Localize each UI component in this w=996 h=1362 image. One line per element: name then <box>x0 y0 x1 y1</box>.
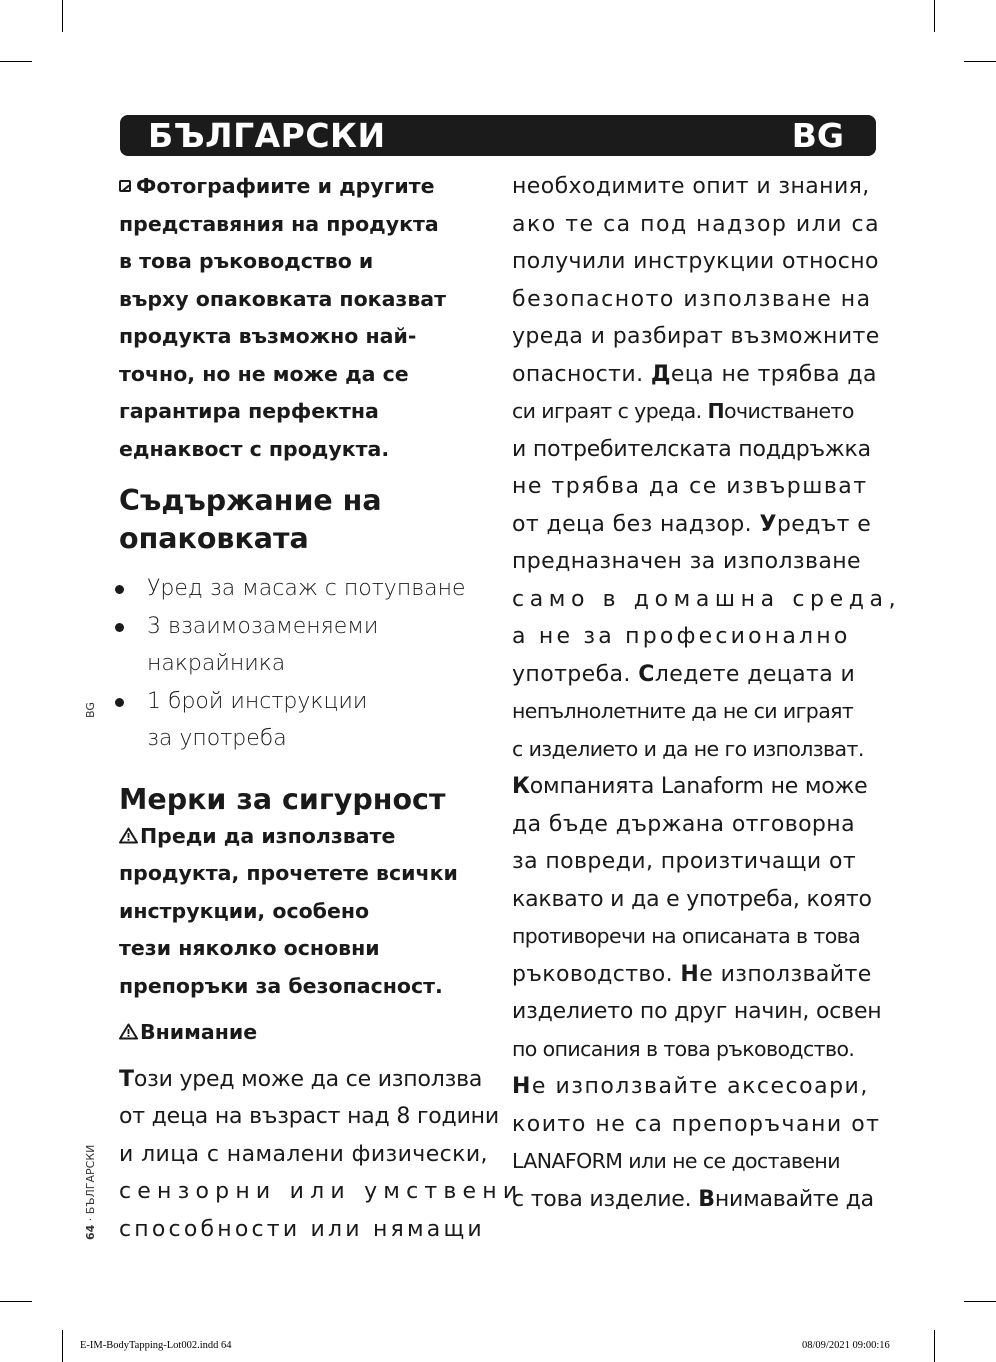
side-language-tab: BG <box>84 702 97 718</box>
page-number: 64 <box>84 1224 97 1240</box>
list-item: Уред за масаж с потупване <box>119 570 494 608</box>
crop-mark <box>62 0 63 32</box>
warning-heading: Внимание <box>119 1014 494 1052</box>
language-code: BG <box>791 116 844 155</box>
language-title: БЪЛГАРСКИ <box>148 116 386 155</box>
language-header-bar <box>120 115 876 156</box>
crop-mark <box>0 61 32 62</box>
bullet-icon <box>115 623 124 632</box>
bullet-icon <box>115 585 124 594</box>
list-item: 1 брой инструкции за употреба <box>119 683 494 758</box>
list-item: 3 взаимозаменяеми накрайника <box>119 608 494 683</box>
left-column <box>119 167 524 1248</box>
crop-mark <box>934 1330 935 1362</box>
side-footer-language: БЪЛГАРСКИ <box>84 1144 97 1215</box>
warning-text-right: необходимите опит и знания, ако те са под надзор или са получили инструкции относно безопасното използване на уреда и разбират възможните опасности. Деца не трябва да си играят с уреда. Почистването и потребителската поддръжка не трябва да се извършват от деца без надзор. Уредът е предназначен за използване само в домашна среда, а не за професионално употреба. Следете децата и непълнолетните да не си играят с изделието и да не го използват. Компанията Lanaform не може да бъде държана отговорна за повреди, произтичащи от каквато и да е употреба, която противоречи на описаната в това ръководство. Не използвайте изделието по друг начин, освен по описания в това ръководство. Не използвайте аксесоари, които не са препоръчани от LANAFORM или не се доставени с това изделие. Внимавайте да <box>512 174 902 1212</box>
crop-mark <box>964 1301 996 1302</box>
crop-mark <box>0 1301 32 1302</box>
crop-mark <box>964 61 996 62</box>
right-column <box>512 167 902 1218</box>
side-page-footer: 64 · БЪЛГАРСКИ <box>84 1144 97 1240</box>
crop-mark <box>62 1330 63 1362</box>
safety-title: Мерки за сигурност <box>119 782 446 816</box>
safety-intro: Преди да използвате продукта, прочетете всички инструкции, особено тези няколко основни препоръки за безопасност. <box>119 823 458 998</box>
image-icon <box>119 180 131 192</box>
bullet-icon <box>115 698 124 707</box>
contents-list <box>119 570 494 758</box>
slug-date: 08/09/2021 09:00:16 <box>802 1340 890 1351</box>
intro-note: Фотографиите и другите представяния на продукта в това ръководство и върху опаковката показват продукта възможно най- точно, но не може да се гарантира перфектна еднаквост с продукта. <box>119 174 447 461</box>
crop-mark <box>934 0 935 32</box>
warning-text-left: Този уред може да се използва от деца на възраст над 8 години и лица с намалени физически, сензорни или умствени способности или нямащи <box>119 1066 524 1242</box>
contents-title: Съдържание на опаковката <box>119 484 382 555</box>
slug-file: E-IM-BodyTapping-Lot002.indd 64 <box>80 1340 232 1351</box>
